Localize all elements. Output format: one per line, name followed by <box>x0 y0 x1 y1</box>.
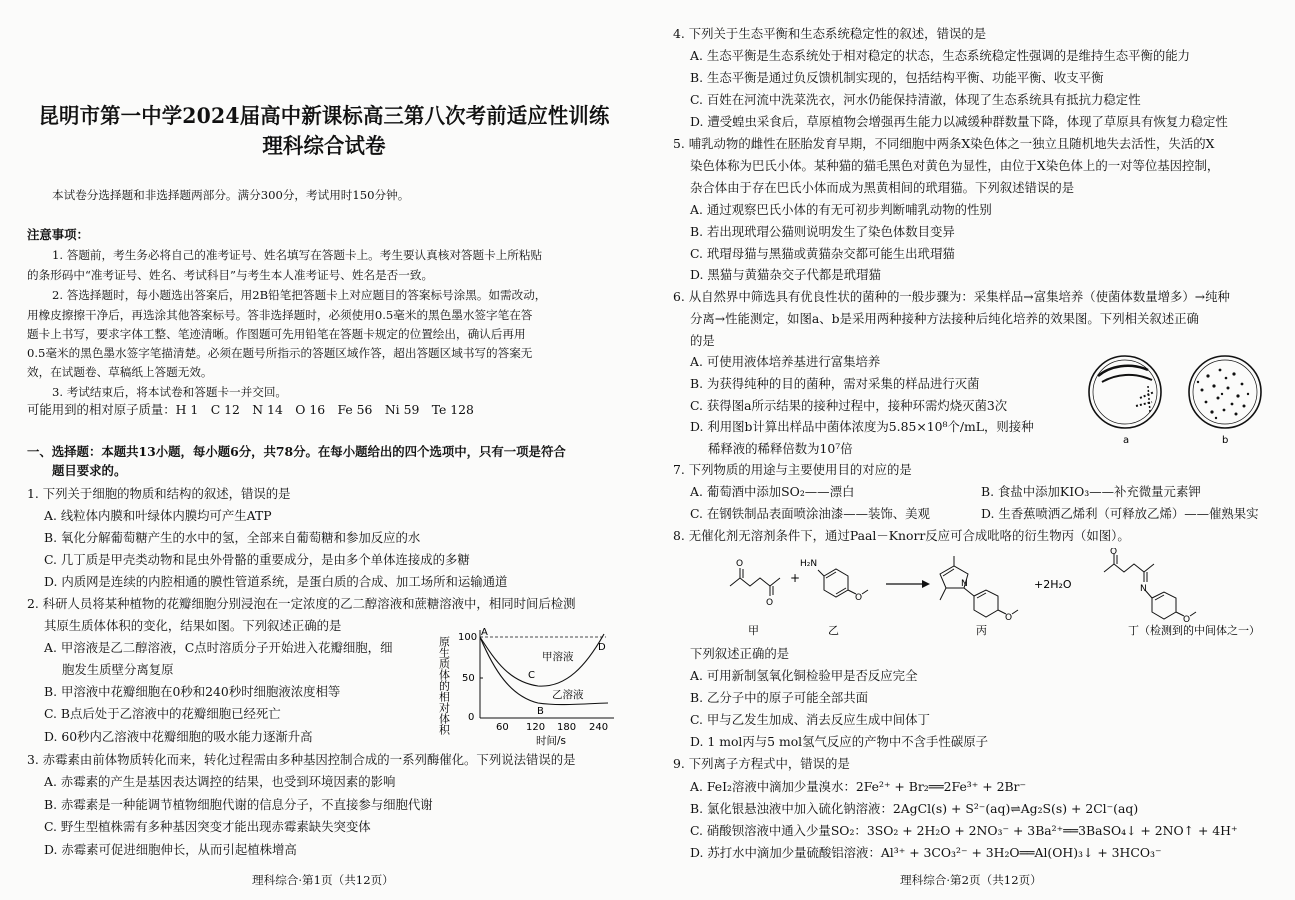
q6-option-d: D. 利用图b计算出样品中菌体浓度为5.85×10⁸个/mL，则接种 <box>690 419 1034 434</box>
protoplast-volume-graph <box>438 620 618 748</box>
question-6-stem-cont: 分离→性能测定，如图a、b是采用两种接种方法接种后纯化培养的效果图。下列相关叙述正确 <box>690 311 1199 326</box>
atomic-masses: 可能用到的相对原子质量：H 1 C 12 N 14 O 16 Fe 56 Ni 59 Te 128 <box>27 402 474 417</box>
q4-option-b: B. 生态平衡是通过负反馈机制实现的，包括结构平衡、功能平衡、收支平衡 <box>690 70 1104 85</box>
paal-knorr-reaction-scheme <box>718 548 1278 640</box>
point-label-c: C <box>528 670 535 681</box>
q9-option-c: C. 硝酸钡溶液中通入少量SO₂：3SO₂ + 2H₂O + 2NO₃⁻ + 3Ba²⁺══3BaSO₄↓ + 2NO↑ + 4H⁺ <box>690 823 1238 838</box>
structure-label-yi: 乙 <box>828 624 839 637</box>
petri-dish-a <box>1089 356 1161 446</box>
intro-text: 本试卷分选择题和非选择题两部分。满分300分，考试用时150分钟。 <box>52 188 410 202</box>
x-tick: 240 <box>589 722 609 733</box>
q3-option-c: C. 野生型植株需有多种基因突变才能出现赤霉素缺失突变体 <box>44 819 371 834</box>
figure-label-a: a <box>1123 435 1130 446</box>
note-line: 1. 答题前，考生务必将自己的准考证号、姓名填写在答题卡上。考生要认真核对答题卡上所粘贴 <box>52 248 543 262</box>
q3-option-d: D. 赤霉素可促进细胞伸长，从而引起植株增高 <box>44 842 297 857</box>
q4-option-a: A. 生态平衡是生态系统处于相对稳定的状态，生态系统稳定性强调的是维持生态平衡的能力 <box>690 48 1191 63</box>
q7-option-d: D. 生香蕉喷洒乙烯利（可释放乙烯）——催熟果实 <box>981 506 1259 521</box>
section-heading: 一、选择题：本题共13小题，每小题6分，共78分。在每小题给出的四个选项中，只有一项是符合 <box>27 444 566 459</box>
q7-option-c: C. 在钢铁制品表面喷涂油漆——装饰、美观 <box>690 506 930 521</box>
point-label-a: A <box>481 627 488 638</box>
atom-o: O <box>736 559 744 569</box>
plus-sign: + <box>790 571 801 585</box>
graph-ylabel: 原生质体的相对体积 <box>438 636 451 735</box>
page-footer: 理科综合·第2页（共12页） <box>900 873 1042 887</box>
question-8-prompt: 下列叙述正确的是 <box>690 646 790 661</box>
note-line: 效，在试题卷、草稿纸上答题无效。 <box>27 365 213 379</box>
question-2-stem: 2. 科研人员将某种植物的花瓣细胞分别浸泡在一定浓度的乙二醇溶液和蔗糖溶液中，相同时间后检测 <box>27 596 576 611</box>
q2-option-b: B. 甲溶液中花瓣细胞在0秒和240秒时细胞液浓度相等 <box>44 684 341 699</box>
structure-label-bing: 丙 <box>976 624 987 637</box>
question-5-stem-cont: 染色体称为巴氏小体。某种猫的猫毛黑色对黄色为显性，由位于X染色体上的一对等位基因控制， <box>690 158 1220 173</box>
q5-option-c: C. 玳瑁母猫与黑猫或黄猫杂交都可能生出玳瑁猫 <box>690 246 955 261</box>
note-line: 0.5毫米的黑色墨水签字笔描清楚。必须在题号所指示的答题区域作答，超出答题区域书写的答案无 <box>27 346 533 360</box>
note-line: 题卡上书写，要求字体工整、笔迹清晰。作图题可先用铅笔在答题卡规定的位置绘出，确认后再用 <box>27 327 526 341</box>
series-label-yi: 乙溶液 <box>552 689 584 701</box>
atom-n: N <box>961 579 968 589</box>
note-line: 的条形码中“准考证号、姓名、考试科目”与考生本人准考证号、姓名是否一致。 <box>27 268 434 282</box>
q5-option-a: A. 通过观察巴氏小体的有无可初步判断哺乳动物的性别 <box>690 202 992 217</box>
series-yi-curve <box>480 637 608 705</box>
q7-option-b: B. 食盐中添加KIO₃——补充微量元素钾 <box>981 484 1201 499</box>
graph-xlabel: 时间/s <box>536 735 567 747</box>
q5-option-b: B. 若出现玳瑁公猫则说明发生了染色体数目变异 <box>690 224 955 239</box>
q8-option-b: B. 乙分子中的原子可能全部共面 <box>690 690 869 705</box>
structure-label-ding: 丁（检测到的中间体之一） <box>1128 624 1260 637</box>
q7-option-a: A. 葡萄酒中添加SO₂——漂白 <box>690 484 855 499</box>
atom-o: O <box>766 598 774 608</box>
q1-option-d: D. 内质网是连续的内腔相通的膜性管道系统，是蛋白质的合成、加工场所和运输通道 <box>44 574 508 589</box>
q2-option-a: A. 甲溶液是乙二醇溶液，C点时溶质分子开始进入花瓣细胞，细 <box>44 640 393 655</box>
question-9-stem: 9. 下列离子方程式中，错误的是 <box>673 756 850 771</box>
q2-option-a-cont: 胞发生质壁分离复原 <box>62 662 174 677</box>
q4-option-d: D. 遭受蝗虫采食后，草原植物会增强再生能力以减缓种群数量下降，体现了草原具有恢复力稳定性 <box>690 114 1228 129</box>
q8-option-d: D. 1 mol丙与5 mol氢气反应的产物中不含手性碳原子 <box>690 734 988 749</box>
q6-option-b: B. 为获得纯种的目的菌种，需对采集的样品进行灭菌 <box>690 376 980 391</box>
question-8-stem: 8. 无催化剂无溶剂条件下，通过Paal－Knorr反应可合成吡咯的衍生物丙（如图）。 <box>673 528 1130 543</box>
q1-option-a: A. 线粒体内膜和叶绿体内膜均可产生ATP <box>44 508 272 523</box>
petri-dish-figure <box>1088 352 1278 448</box>
question-5-stem-cont: 杂合体由于存在巴氏小体而成为黑黄相间的玳瑁猫。下列叙述错误的是 <box>690 180 1075 195</box>
question-7-stem: 7. 下列物质的用途与主要使用目的对应的是 <box>673 462 912 477</box>
atom-o: O <box>1183 615 1191 625</box>
figure-label-b: b <box>1222 435 1229 446</box>
note-line: 用橡皮擦擦干净后，再选涂其他答案标号。答非选择题时，必须使用0.5毫米的黑色墨水签字笔在答 <box>27 308 533 322</box>
section-heading-cont: 题目要求的。 <box>52 463 127 478</box>
series-label-jia: 甲溶液 <box>542 651 574 663</box>
structure-jia <box>730 568 780 596</box>
y-tick: 100 <box>458 632 478 643</box>
right-page <box>648 0 1295 900</box>
point-label-b: B <box>537 706 544 717</box>
q1-option-c: C. 几丁质是甲壳类动物和昆虫外骨骼的重要成分，是由多个单体连接成的多糖 <box>44 552 470 567</box>
q3-option-a: A. 赤霉素的产生是基因表达调控的结果，也受到环境因素的影响 <box>44 774 396 789</box>
q2-option-c: C. B点后处于乙溶液中的花瓣细胞已经死亡 <box>44 706 281 721</box>
q3-option-b: B. 赤霉素是一种能调节植物细胞代谢的信息分子，不直接参与细胞代谢 <box>44 797 433 812</box>
question-4-stem: 4. 下列关于生态平衡和生态系统稳定性的叙述，错误的是 <box>673 26 987 41</box>
notes-heading: 注意事项： <box>27 227 89 242</box>
x-tick: 120 <box>526 722 546 733</box>
question-2-stem-cont: 其原生质体体积的变化，结果如图。下列叙述正确的是 <box>44 618 342 633</box>
question-1-stem: 1. 下列关于细胞的物质和结构的叙述，错误的是 <box>27 486 291 501</box>
q8-option-c: C. 甲与乙发生加成、消去反应生成中间体丁 <box>690 712 930 727</box>
reaction-arrow <box>886 580 930 588</box>
atom-o: O <box>1110 548 1118 557</box>
x-tick: 60 <box>496 722 509 733</box>
water-product: +2H₂O <box>1034 578 1072 591</box>
point-label-d: D <box>598 642 606 653</box>
q6-option-d-cont: 稀释液的稀释倍数为10⁷倍 <box>708 441 853 456</box>
q9-option-b: B. 氯化银悬浊液中加入硫化钠溶液：2AgCl(s) + S²⁻(aq)⇌Ag₂S(s) + 2Cl⁻(aq) <box>690 801 1139 816</box>
exam-title: 昆明市第一中学2024届高中新课标高三第八次考前适应性训练 <box>38 103 610 128</box>
page-footer: 理科综合·第1页（共12页） <box>252 873 394 887</box>
q5-option-d: D. 黑猫与黄猫杂交子代都是玳瑁猫 <box>690 267 881 282</box>
q2-option-d: D. 60秒内乙溶液中花瓣细胞的吸水能力逐渐升高 <box>44 729 313 744</box>
q1-option-b: B. 氧化分解葡萄糖产生的水中的氢，全部来自葡萄糖和参加反应的水 <box>44 530 421 545</box>
structure-label-jia: 甲 <box>748 624 759 637</box>
question-6-stem-cont: 的是 <box>690 333 715 348</box>
petri-dish-b <box>1189 356 1261 446</box>
q4-option-c: C. 百姓在河流中洗菜洗衣，河水仍能保持清澈，体现了生态系统具有抵抗力稳定性 <box>690 92 1141 107</box>
q9-option-d: D. 苏打水中滴加少量硫酸铝溶液：Al³⁺ + 3CO₃²⁻ + 3H₂O══Al(OH)₃↓ + 3HCO₃⁻ <box>690 845 1162 860</box>
note-line: 2. 答选择题时，每小题选出答案后，用2B铅笔把答题卡上对应题目的答案标号涂黑。如需改动， <box>52 288 547 302</box>
structure-bing <box>940 556 1018 617</box>
q8-option-a: A. 可用新制氢氧化铜检验甲是否反应完全 <box>690 668 918 683</box>
question-5-stem: 5. 哺乳动物的雌性在胚胎发育早期，不同细胞中两条X染色体之一独立且随机地失去活性，失活的X <box>673 136 1215 151</box>
q6-option-a: A. 可使用液体培养基进行富集培养 <box>690 354 881 369</box>
x-tick: 180 <box>557 722 577 733</box>
y-tick: 50 <box>462 673 475 684</box>
atom-n: N <box>1140 584 1147 594</box>
atom-o: O <box>1005 613 1013 623</box>
q9-option-a: A. FeI₂溶液中滴加少量溴水：2Fe²⁺ + Br₂══2Fe³⁺ + 2Br⁻ <box>690 779 1027 794</box>
note-line: 3. 考试结束后，将本试卷和答题卡一并交回。 <box>52 385 288 399</box>
q6-option-c: C. 获得图a所示结果的接种过程中，接种环需灼烧灭菌3次 <box>690 398 1008 413</box>
amine-group: H₂N <box>800 559 818 569</box>
atom-o: O <box>855 593 863 603</box>
question-6-stem: 6. 从自然界中筛选具有优良性状的菌种的一般步骤为：采集样品→富集培养（使菌体数量增多）→纯种 <box>673 289 1230 304</box>
question-3-stem: 3. 赤霉素由前体物质转化而来，转化过程需由多种基因控制合成的一系列酶催化。下列说法错误的是 <box>27 752 576 767</box>
exam-subtitle: 理科综合试卷 <box>262 133 386 158</box>
structure-ding <box>1104 554 1196 619</box>
y-tick: 0 <box>468 712 475 723</box>
